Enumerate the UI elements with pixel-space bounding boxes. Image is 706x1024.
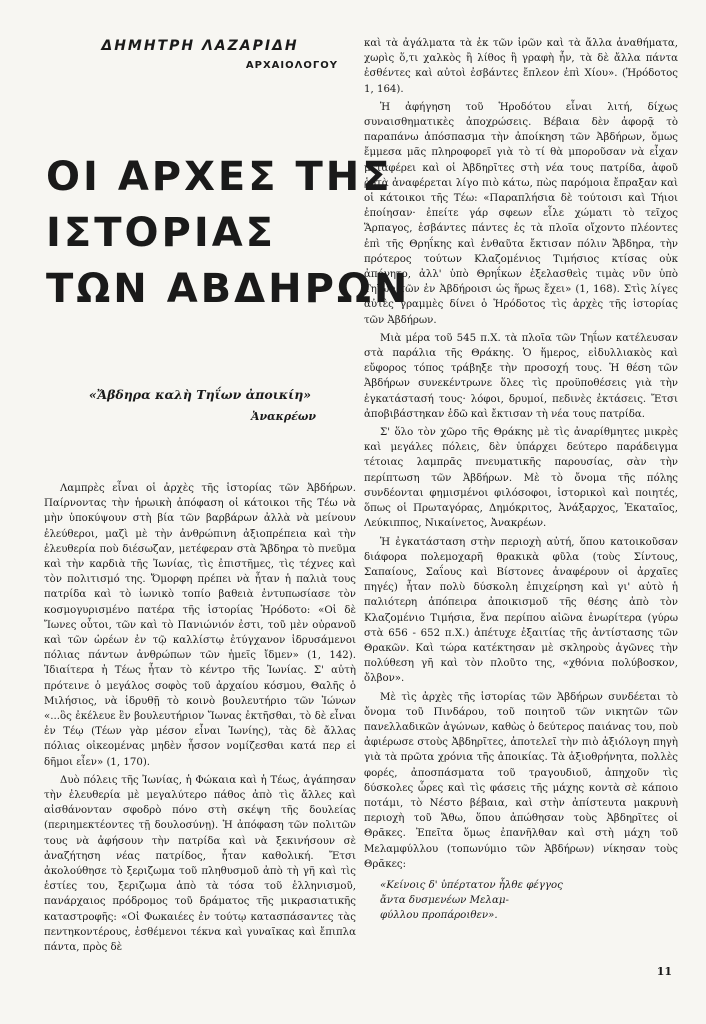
quote-line: «Κείνοις δ' ὑπέρτατον ἦλθε φέγγος [380,879,563,891]
author-name: ΔΗΜΗΤΡΗ ΛΑΖΑΡΙΔΗ [101,38,299,54]
title-line-3: ΤΩΝ ΑΒΔΗΡΩΝ [46,266,411,312]
left-body [44,481,356,955]
title-line-1: ΟΙ ΑΡΧΕΣ ΤΗΣ [46,154,393,200]
paragraph: Ἡ ἐγκατάσταση στὴν περιοχὴ αὐτή, ὅπου κατοικοῦσαν διάφορα πολεμοχαρῆ θρακικὰ φῦλα (τοὺς Σίντους, Σαπαίους, Σαΐους καὶ Βίστονες ἀναφέρουν οἱ ἀρχαῖες πηγές) ἦταν πολὺ δύσκολη ἐπιχείρηση καὶ γι' αὐτὸ ἡ παλιότερη ἀπόπειρα ἀποικισμοῦ τῆς θέσης ἀπὸ τὸν Κλαζομένιο Τιμήσια, ἕνα περίπου αἰῶνα ἐνωρίτερα (γύρω στὰ 656 - 652 π.Χ.) ἀπέτυχε ἐξαιτίας τῆς ἀντίστασης τῶν Θρακῶν. Καὶ τώρα κατέκτησαν μὲ σκληροὺς ἀγῶνες τὴν πολύθεση γῆ καὶ τὸν πλοῦτο της, «χθόνια πολύβοσκον, ὄλβον». [364,536,678,685]
pindar-quote [380,878,678,924]
left-column [44,34,411,958]
epigraph-quote: «Ἄβδηρα καλὴ Τηΐων ἀποικίη» [88,387,312,402]
epigraph-author: Ἀνακρέων [251,410,316,423]
quote-line: ἄντα δυσμενέων Μελαμ- [380,895,509,907]
paragraph: Σ' ὅλο τὸν χῶρο τῆς Θράκης μὲ τὶς ἀναρίθμητες μικρὲς καὶ μεγάλες πόλεις, δὲν ὑπάρχει δεύτερο παράδειγμα τέτοιας λαμπρᾶς πνευματικῆς παρουσίας, σὰν τὴν περίπτωση τῶν Ἀβδήρων. Μὲ τὸ ὄνομα τῆς πόλης συνδέονται φημισμένοι φιλόσοφοι, ἱστορικοὶ καὶ ποιητές, ὅπως οἱ Πρωταγόρας, Δημόκριτος, Ἀνάξαρχος, Ἑκαταῖος, Λεύκιππος, Νικαίνετος, Ἀνακρέων. [364,427,678,530]
paragraph: Μιὰ μέρα τοῦ 545 π.Χ. τὰ πλοῖα τῶν Τηΐων κατέλευσαν στὰ παράλια τῆς Θράκης. Ὁ ἥμερος, εἰδυλλιακὸς καὶ εὔφορος τόπος τράβηξε τὴν προσοχή τους. Ἡ θέση τῶν Ἀβδήρων συνεκέντρωνε ὅλες τὶς προϋποθέσεις γιὰ τὴν ἐγκατάστασή τους· λόφοι, δρυμοί, πεδινὲς ἐκτάσεις. Ἔτσι ἀποβιβάστηκαν ἐδῶ καὶ ἔκτισαν τὴ νέα τους πατρίδα. [364,332,678,420]
paragraph: καὶ τὰ ἀγάλματα τὰ ἐκ τῶν ἱρῶν καὶ τὰ ἄλλα ἀναθήματα, χωρὶς ὅ,τι χαλκὸς ἢ λίθος ἢ γραφὴ ἦν, τὰ δὲ ἄλλα πάντα ἐσθέντες καὶ αὐτοὶ ἐσβάντες ἔπλεον ἐπὶ Χίου». (Ἡρόδοτος 1, 164). [364,38,678,95]
title-line-2: ΙΣΤΟΡΙΑΣ [46,210,276,256]
page-number: 11 [656,965,672,978]
paragraph: Ἡ ἀφήγηση τοῦ Ἡροδότου εἶναι λιτή, δίχως συναισθηματικὲς ἀποχρώσεις. Βέβαια δὲν ἀφορᾷ τὸ παραπάνω ἀπόσπασμα τὴν ἀποίκηση τῶν Ἀβδήρων, ὅμως ἔμμεσα μᾶς πληροφορεῖ γιὰ τὸ τί θὰ μποροῦσαν νὰ εἶχαν μεταφέρει καὶ οἱ Ἀβδηρῖτες στὴ νέα τους πατρίδα, ἀφοῦ ῥητὰ ἀναφέρεται λίγο πιὸ κάτω, πὼς παρόμοια ἔπραξαν καὶ οἱ κάτοικοι τῆς Τέω: «Παραπλήσια δὲ τούτοισι καὶ Τήιοι ἐποίησαν· ἐπείτε γάρ σφεων εἷλε χώματι τὸ τεῖχος Ἅρπαγος, ἐσβάντες πάντες ἐς τὰ πλοῖα οἴχοντο πλέοντες ἐπὶ τῆς Θρηΐκης καὶ ἐνθαῦτα ἔκτισαν πόλιν Ἄβδηρα, τὴν πρότερος τούτων Κλαζομένιος Τιμήσιος κτίσας οὐκ ἀπόνητο, ἀλλ' ὑπὸ Θρηΐκων ἐξελασθεὶς τιμὰς νῦν ὑπὸ Τηΐων τῶν ἐν Ἀβδήροισι ὡς ἥρως ἔχει» (1, 168). Στὶς λίγες αὐτὲς γραμμὲς δίνει ὁ Ἡρόδοτος τὶς ἀρχὲς τῆς ἱστορίας τῶν Ἀβδήρων. [364,101,678,326]
right-column [364,36,678,924]
paragraph: Δυὸ πόλεις τῆς Ἰωνίας, ἡ Φώκαια καὶ ἡ Τέως, ἀγάπησαν τὴν ἐλευθερία μὲ μεγαλύτερο πάθος ἀπὸ τὶς ἄλλες καὶ αἰσθάνονταν σφοδρὸ πόνο στὴ σκέψη τῆς δουλείας (περιημεκτέοντες τῇ δουλοσύνῃ). Ἡ ἀπόφαση τῶν πολιτῶν τους νὰ ἀφήσουν τὴν πατρίδα καὶ νὰ ξεκινήσουν σὲ ἀναζήτηση νέας πατρίδος, ἦταν καθολική. Ἔτσι ἀκολούθησε τὸ ξεριζωμα τοῦ πληθυσμοῦ ἀπὸ τὴ γῆ καὶ τὶς ἑστίες του, ξεριζωμα ἀπὸ τὰ τόσα τοῦ ἑλληνισμοῦ, πανάρχαιος πρόδρομος τοῦ δράματος τῆς μικρασιατικῆς καταστροφῆς: «Οἱ Φωκαιέες ἐν τούτῳ κατασπάσαντες τὰς πεντηκοντέρους, ἐσθέμενοι τέκνα καὶ γυναῖκας καὶ ἔπιπλα πάντα, πρὸς δὲ [44,774,356,954]
paragraph: Μὲ τὶς ἀρχὲς τῆς ἱστορίας τῶν Ἀβδήρων συνδέεται τὸ ὄνομα τοῦ Πινδάρου, τοῦ ποιητοῦ τῶν νικητῶν τῶν πανελλαδικῶν ἀγώνων, καθὼς ὁ δεύτερος παιάνας του, ποὺ ἀφιέρωσε στοὺς Ἀβδηρῖτες, ἀποτελεῖ τὴν πιὸ ἀξιόλογη πηγὴ γιὰ τὰ πρῶτα χρόνια τῆς ἀποικίας. Τὰ ἀξιοθρήνητα, πολλὲς φορές, ἀποσπάσματα τοῦ τραγουδιοῦ, ἀπηχοῦν τὶς δύσκολες ὧρες καὶ τὶς φάσεις τῆς μάχης κοντὰ σὲ κάποιο ποτάμι, τὸ Νέστο βέβαια, καὶ στὴν ἀπίστευτα μακρυνὴ περιοχὴ τοῦ Ἄθω, ὅπου ἀπώθησαν τοὺς Ἀβδηρῖτες οἱ Θρᾶκες. Ἐπεῖτα ὅμως ἐπανῆλθαν καὶ στὴ μάχη τοῦ Μελαμφύλλου (τοπωνύμιο τῶν Ἀβδήρων) νίκησαν τοὺς Θρᾶκες: [364,691,678,870]
paragraph: Λαμπρὲς εἶναι οἱ ἀρχὲς τῆς ἱστορίας τῶν Ἀβδήρων. Παίρνοντας τὴν ἡρωικὴ ἀπόφαση οἱ κάτοικοι τῆς Τέω νὰ μὴν ὑποκύψουν στὴ βία τῶν βαρβάρων ἀλλὰ νὰ μείνουν ἐλεύθεροι, μαζὶ μὲ τὴν ἀνθρώπινη ἀξιοπρέπεια καὶ τὴν ἐλευθερία ποὺ διέσωζαν, μετέφεραν στὰ Ἄβδηρα τὸ πνεῦμα καὶ τὴν καρδιὰ τῆς Ἰωνίας, τὶς ἐπιστῆμες, τὶς τέχνες καὶ τὸν πολιτισμό της. Ὄμορφη πρέπει νὰ ἦταν ἡ παλιὰ τους πατρίδα καὶ τὸ ἰωνικὸ τοπίο βαθειὰ ἐντυπωσίασε τὸν κοσμογυρισμένο πατέρα τῆς ἱστορίας Ἡρόδοτο: «Οἱ δὲ Ἴωνες οὗτοι, τῶν καὶ τὸ Πανιώνιόν ἐστι, τοῦ μὲν οὐρανοῦ καὶ τῶν ὡρέων ἐν τῷ καλλίστῳ ἐτύγχανον ἱδρυσάμενοι πόλιας πάντων ἀνθρώπων τῶν ἡμεῖς ἴδμεν» (1, 142). Ἰδιαίτερα ἡ Τέως ἦταν τὸ κέντρο τῆς Ἰωνίας. Σ' αὐτὴ πρότεινε ὁ μεγάλος σοφὸς τοῦ ἀρχαίου κόσμου, Θαλῆς ὁ Μιλήσιος, νὰ ἱδρυθῇ τὸ κοινὸ βουλευτήριο τῶν Ἰώνων «...ὃς ἐκέλευε ἓν βουλευτήριον Ἴωνας ἐκτῆσθαι, τὸ δὲ εἶναι ἐν Τέῳ (Τέων γὰρ μέσον εἶναι Ἰωνίης), τὰς δὲ ἄλλας πόλιας οἰκεομένας μηδὲν ἧσσον νομίζεσθαι κατά περ εἰ δῆμοι εἶεν» (1, 170). [44,483,356,768]
article-title [46,149,411,317]
quote-line: φύλλου προπάροιθεν». [380,910,498,922]
author-profession: ΑΡΧΑΙΟΛΟΓΟΥ [245,60,338,71]
